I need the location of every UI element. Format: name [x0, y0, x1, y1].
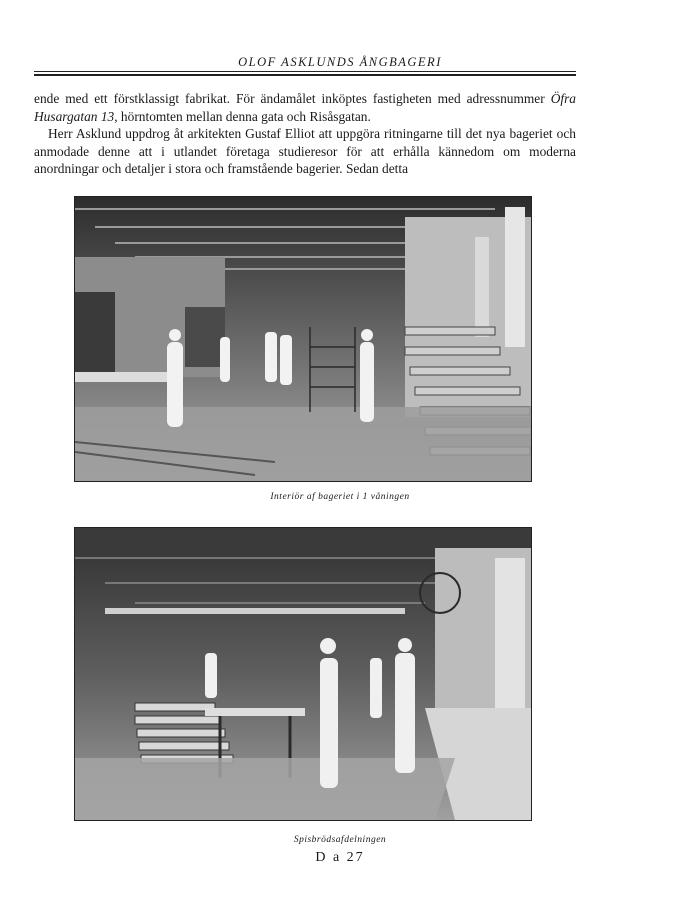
header-rule-thin: [34, 71, 576, 72]
paragraph-1: ende med ett förstklassigt fabrikat. För ändamålet inköptes fastigheten med adressnummer Öfra Husargatan 13, hörntomten mellan denna gata och Risåsgatan.: [34, 91, 576, 124]
street-name: Öfra Husargatan 13: [34, 91, 576, 124]
body-text: [34, 90, 576, 178]
paragraph-2: Herr Asklund uppdrog åt arkitekten Gustaf Elliot att uppgöra ritningarne till det nya bageriet och anmodade denne att i utlandet företaga studieresor för att erhålla kännedom om moderna anordningar och detaljer i stora och framstående bagerier. Sedan detta: [34, 126, 576, 176]
running-head: OLOF ASKLUNDS ÅNGBAGERI: [238, 55, 442, 69]
bakery-interior-photo: [74, 196, 532, 482]
figure-caption-2: Spisbrödsafdelningen: [293, 835, 387, 845]
page-number: D a 27: [315, 850, 365, 865]
crispbread-department-photo: [74, 527, 532, 821]
figure-caption-1: Interiör af bageriet i 1 våningen: [270, 492, 410, 502]
header-rule-thick: [34, 74, 576, 76]
